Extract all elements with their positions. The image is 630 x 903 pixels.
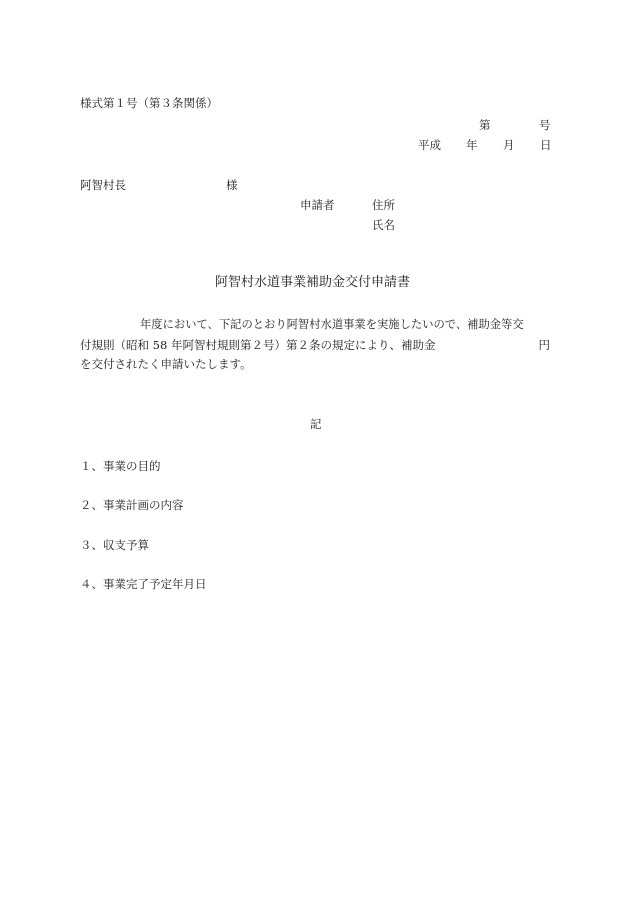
applicant-address-label: 住所 (372, 198, 395, 212)
applicant-label: 申請者 (300, 198, 335, 212)
addressee-honorific: 様 (226, 178, 238, 192)
list-item: ３、収支予算 (80, 538, 149, 552)
number-prefix: 第 (479, 118, 491, 132)
number-suffix: 号 (539, 118, 551, 132)
document-title: 阿智村水道事業補助金交付申請書 (215, 275, 411, 290)
body-line-2 (80, 338, 550, 352)
date-day-unit: 日 (540, 138, 552, 152)
list-item: ２、事業計画の内容 (80, 498, 184, 512)
list-item: ４、事業完了予定年月日 (80, 577, 207, 591)
body-line-3: を交付されたく申請いたします。 (80, 357, 252, 371)
date-era: 平成 (418, 138, 441, 152)
date-year-unit: 年 (466, 138, 478, 152)
list-item: １、事業の目的 (80, 459, 161, 473)
ki-heading: 記 (310, 417, 322, 431)
form-label: 様式第１号（第３条関係） (80, 96, 218, 110)
date-month-unit: 月 (503, 138, 515, 152)
addressee-name: 阿智村長 (80, 178, 126, 192)
body-line-2-yen: 円 (538, 338, 550, 352)
body-line-2-text: 付規則（昭和 58 年阿智村規則第２号）第２条の規定により、補助金 (80, 338, 436, 352)
body-line-1: 年度において、下記のとおり阿智村水道事業を実施したいので、補助金等交 (140, 318, 524, 331)
applicant-name-label: 氏名 (372, 218, 395, 232)
